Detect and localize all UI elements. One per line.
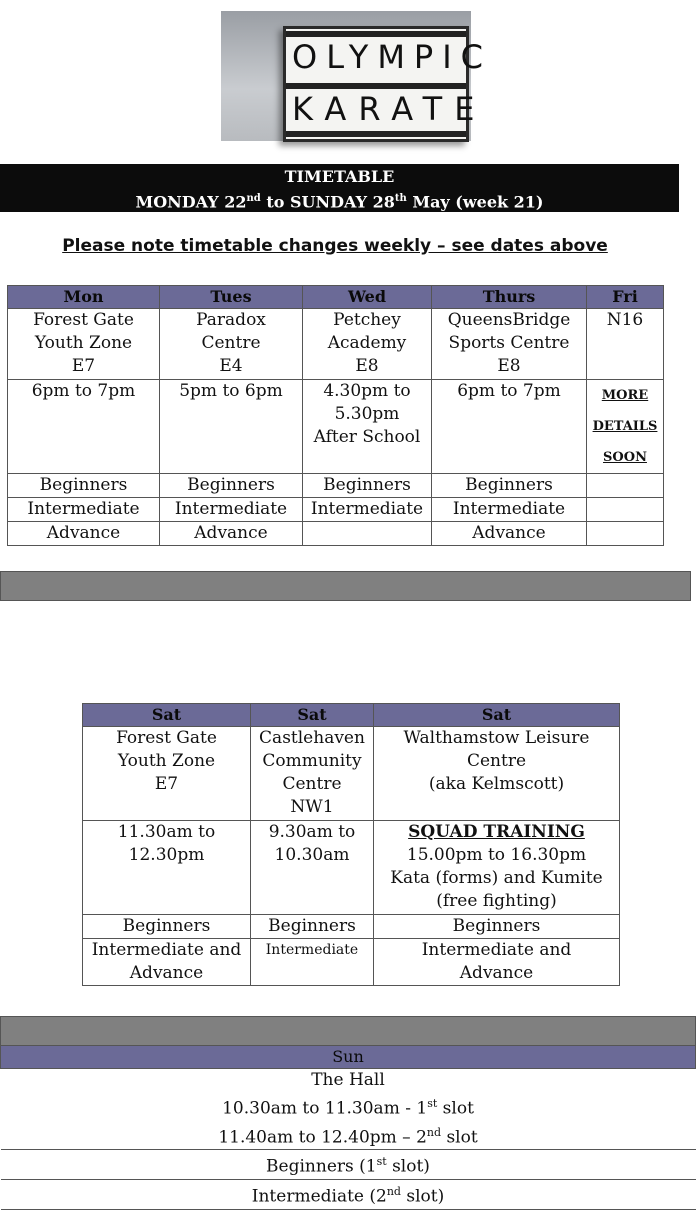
beginners-row xyxy=(8,474,664,498)
day-header: Fri xyxy=(587,286,664,309)
time-cell: 6pm to 7pm xyxy=(432,380,587,474)
level-cell: Intermediate xyxy=(251,939,374,986)
slot-2: 11.40am to 12.40pm – 2nd slot xyxy=(218,1125,478,1148)
day-header: Wed xyxy=(303,286,432,309)
venue-name: The Hall xyxy=(311,1070,385,1090)
timetable-banner xyxy=(0,164,679,212)
dates-sup: th xyxy=(394,193,407,204)
weekday-timetable xyxy=(7,285,664,546)
venue-cell xyxy=(1,1069,696,1150)
level-cell: Beginners xyxy=(251,915,374,939)
olympic-karate-logo xyxy=(221,11,492,141)
level-cell: Beginners xyxy=(374,915,620,939)
venue-cell: QueensBridge Sports Centre E8 xyxy=(432,309,587,380)
squad-training-label: SQUAD TRAINING xyxy=(408,822,585,842)
day-header: Thurs xyxy=(432,286,587,309)
level-cell: Intermediate xyxy=(160,498,303,522)
table-header-row xyxy=(83,704,620,727)
dates-text: MONDAY 22 xyxy=(135,192,247,212)
level-cell xyxy=(587,474,664,498)
level-cell: Beginners (1st slot) xyxy=(1,1150,696,1180)
venue-row xyxy=(1,1069,696,1150)
beginners-row xyxy=(1,1150,696,1180)
level-cell: Advance xyxy=(160,522,303,546)
saturday-timetable xyxy=(82,703,620,986)
level-cell: Intermediate (2nd slot) xyxy=(1,1179,696,1209)
slot-1: 10.30am to 11.30am - 1st slot xyxy=(222,1097,474,1119)
sunday-timetable xyxy=(0,1045,696,1210)
dates-text: to SUNDAY 28 xyxy=(260,192,395,212)
day-header: Mon xyxy=(8,286,160,309)
level-cell xyxy=(587,522,664,546)
squad-training-cell: SQUAD TRAINING 15.00pm to 16.30pm Kata (forms) and Kumite (free fighting) xyxy=(374,821,620,915)
time-cell: 11.30am to 12.30pm xyxy=(83,821,251,915)
level-cell: Advance xyxy=(8,522,160,546)
table-header-row xyxy=(1,1046,696,1069)
time-cell: 6pm to 7pm xyxy=(8,380,160,474)
grey-divider xyxy=(0,1016,696,1046)
logo-letters-1: OLYMPIC xyxy=(292,38,492,76)
time-row xyxy=(8,380,664,474)
venue-cell: N16 xyxy=(587,309,664,380)
level-cell: Intermediate xyxy=(303,498,432,522)
day-header: Tues xyxy=(160,286,303,309)
day-header: Sun xyxy=(1,1046,696,1069)
banner-title: TIMETABLE xyxy=(284,167,395,186)
level-cell: Intermediate and Advance xyxy=(83,939,251,986)
sign-rail xyxy=(286,131,466,137)
lightbox-sign xyxy=(283,26,492,142)
venue-cell: Forest Gate Youth Zone E7 xyxy=(83,727,251,821)
more-details-cell: MORE DETAILS SOON xyxy=(587,380,664,474)
venue-row xyxy=(8,309,664,380)
time-cell: 4.30pm to 5.30pm After School xyxy=(303,380,432,474)
level-cell: Beginners xyxy=(83,915,251,939)
dates-sup: nd xyxy=(246,193,261,204)
advance-row xyxy=(8,522,664,546)
level-cell: Beginners xyxy=(303,474,432,498)
timetable-note: Please note timetable changes weekly – see dates above xyxy=(62,236,608,256)
level-cell: Beginners xyxy=(8,474,160,498)
level-cell xyxy=(587,498,664,522)
banner-dates xyxy=(0,188,679,213)
level-cell: Beginners xyxy=(432,474,587,498)
venue-cell: Walthamstow Leisure Centre (aka Kelmscott) xyxy=(374,727,620,821)
venue-cell: Petchey Academy E8 xyxy=(303,309,432,380)
day-header: Sat xyxy=(374,704,620,727)
level-cell: Advance xyxy=(432,522,587,546)
day-header: Sat xyxy=(251,704,374,727)
intermediate-row xyxy=(8,498,664,522)
level-cell: Beginners xyxy=(160,474,303,498)
logo-letters-2: KARATE xyxy=(292,90,487,128)
beginners-row xyxy=(83,915,620,939)
intermediate-row xyxy=(1,1179,696,1209)
venue-cell: Forest Gate Youth Zone E7 xyxy=(8,309,160,380)
level-row xyxy=(83,939,620,986)
time-cell: 5pm to 6pm xyxy=(160,380,303,474)
level-cell: Intermediate xyxy=(432,498,587,522)
venue-cell: Castlehaven Community Centre NW1 xyxy=(251,727,374,821)
dates-text: May (week 21) xyxy=(406,192,544,212)
day-header: Sat xyxy=(83,704,251,727)
time-row xyxy=(83,821,620,915)
table-header-row xyxy=(8,286,664,309)
level-cell: Intermediate xyxy=(8,498,160,522)
venue-cell: Paradox Centre E4 xyxy=(160,309,303,380)
level-cell: Intermediate and Advance xyxy=(374,939,620,986)
level-cell xyxy=(303,522,432,546)
time-cell: 9.30am to 10.30am xyxy=(251,821,374,915)
venue-row xyxy=(83,727,620,821)
logo-line-1 xyxy=(292,37,492,77)
grey-divider xyxy=(0,571,691,601)
logo-line-2 xyxy=(292,89,487,129)
